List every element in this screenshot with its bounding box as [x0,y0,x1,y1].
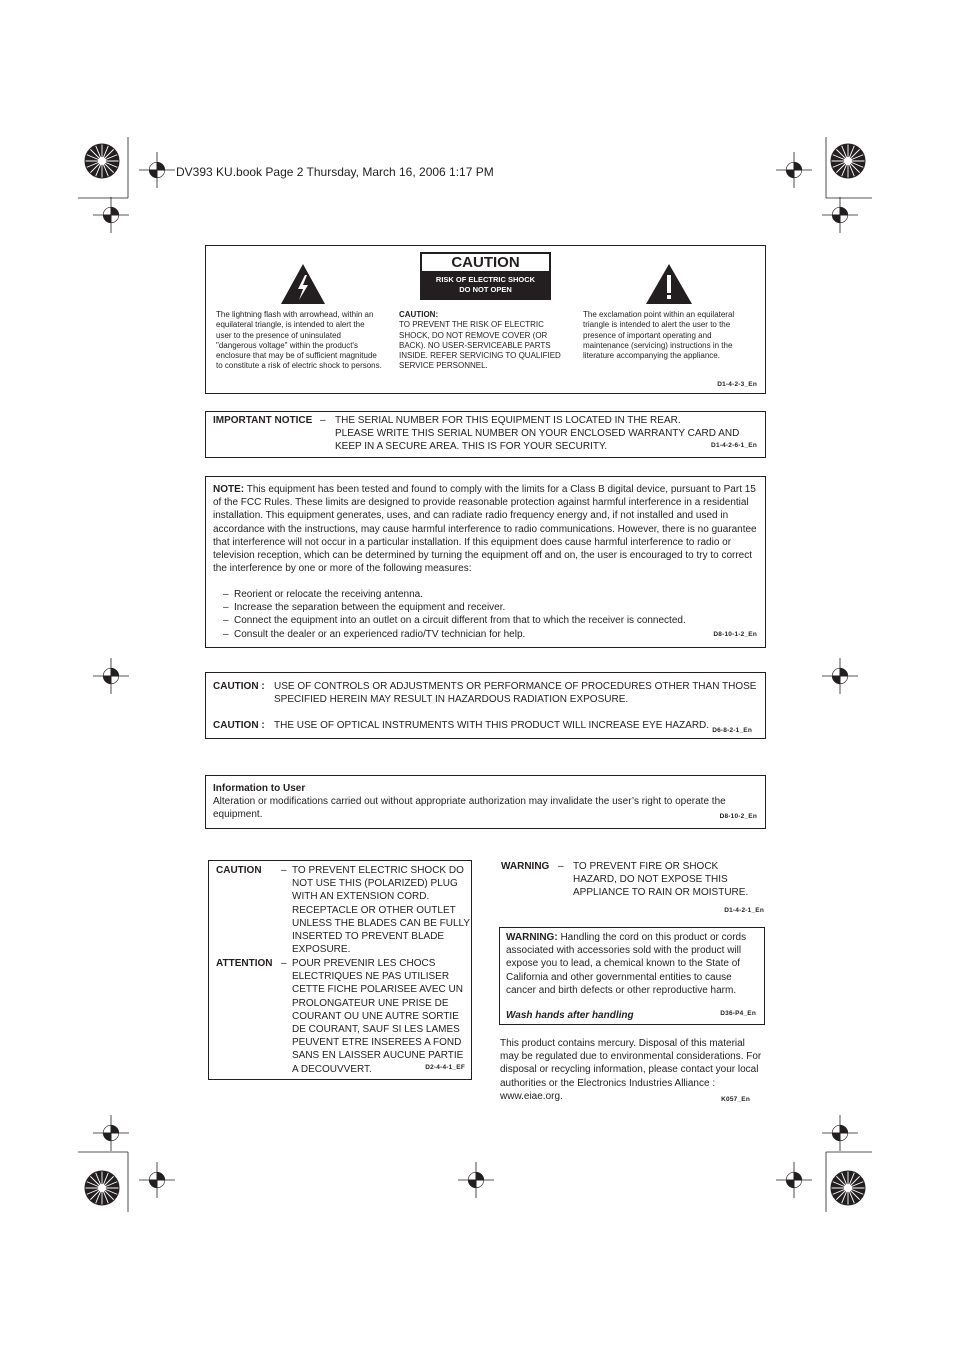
plug-caution-box [208,860,472,1080]
important-notice-label: IMPORTANT NOTICE [213,415,313,426]
laser-caution-box [205,672,766,739]
prop65-paragraph [506,931,762,997]
code-important-notice: D1-4-2-6-1_En [711,441,757,449]
list-item: – Consult the dealer or an experienced radio/TV technician for help. [223,628,743,641]
code-info-user: D8-10-2_En [719,812,757,820]
caution-center-text: TO PREVENT THE RISK OF ELECTRIC SHOCK, DO NOT REMOVE COVER (OR BACK). NO USER-SERVICEABLE PARTS INSIDE. REFER SERVICING TO QUALIFIED SERVICE PERSONNEL. [399,320,561,371]
exclamation-warning-icon [644,262,694,306]
laser-caution-label-2: CAUTION : [213,720,265,731]
caution-badge-line1: RISK OF ELECTRIC SHOCK [435,275,536,284]
laser-caution-text-2: THE USE OF OPTICAL INSTRUMENTS WITH THIS PRODUCT WILL INCREASE EYE HAZARD. [274,720,710,731]
code-fire-warning: D1-4-2-1_En [724,907,764,914]
mercury-text: This product contains mercury. Disposal of this material may be regulated due to environmental considerations. For disposal or recycling information, please contact your local authorities or the Electronics Industries Alliance : www.eiae.org. [500,1038,762,1102]
important-notice-line1: THE SERIAL NUMBER FOR THIS EQUIPMENT IS LOCATED IN THE REAR. [335,415,681,426]
code-mercury: K057_En [721,1096,750,1103]
fire-warning-text: TO PREVENT FIRE OR SHOCK HAZARD, DO NOT EXPOSE THIS APPLIANCE TO RAIN OR MOISTURE. [573,861,749,899]
laser-caution-label-1: CAUTION : [213,681,265,692]
code-laser-caution: D6-8-2-1_En [712,727,752,734]
laser-caution-text-1 [274,680,756,706]
code-prop65: D36-P4_En [720,1009,756,1017]
exclamation-explanation: The exclamation point within an equilateral triangle is intended to alert the user to the presence of important operating and maintenance (servicing) instructions in the literature accompanying the appliance. [583,310,735,361]
caution-badge [420,252,551,300]
plug-caution-dash: – [281,865,287,876]
lightning-warning-icon [279,262,327,306]
prop65-box [499,927,765,1025]
list-item: – Reorient or relocate the receiving antenna. [223,588,743,601]
prop65-wash: Wash hands after handling [506,1010,634,1021]
code-caution-box: D1-4-2-3_En [717,381,757,388]
important-notice-line3: KEEP IN A SECURE AREA. THIS IS FOR YOUR SECURITY. [335,441,608,453]
fire-warning-label: WARNING [501,861,550,872]
plug-caution-label: CAUTION [216,865,262,876]
caution-badge-line2: DO NOT OPEN [459,285,512,294]
caution-badge-title: CAUTION [422,254,549,271]
important-notice-line2: PLEASE WRITE THIS SERIAL NUMBER ON YOUR ENCLOSED WARRANTY CARD AND [335,428,740,440]
lightning-explanation: The lightning flash with arrowhead, within an equilateral triangle, is intended to alert the user to the presence of uninsulated "dangerous voltage" within the product's enclosure that may be of sufficient magnitude to constitute a risk of electric shock to persons. [216,310,382,371]
prop65-label: WARNING: [506,932,558,943]
fcc-note-box [205,476,766,648]
code-fcc-note: D8-10-1-2_En [713,630,757,638]
prop65-text: Handling the cord on this product or cords associated with accessories sold with the product will expose you to lead, a chemical known to the State of California and other governmental entities to cause cancer and birth defects or other reproductive harm. [506,932,747,996]
important-notice-box [205,411,766,458]
caution-center-label: CAUTION: [399,310,439,319]
list-item: – Increase the separation between the equipment and receiver. [223,601,743,614]
plug-attention-dash: – [281,958,287,969]
list-item: – Connect the equipment into an outlet on a circuit different from that to which the receiver is connected. [223,614,743,627]
fire-warning [500,860,766,912]
fcc-note-text: This equipment has been tested and found to comply with the limits for a Class B digital device, pursuant to Part 15 of the FCC Rules. These limits are designed to provide reasonable protection against harmful interference in a residential installation. This equipment generates, uses, and can radiate radio frequency energy and, if not installed and used in accordance with the instructions, may cause harmful interference to radio communications. However, there is no guarantee that interference will not occur in a particular installation. If this equipment does cause harmful interference to radio or television reception, which can be determined by turning the equipment off and on, the user is encouraged to try to correct the interference by one or more of the following measures: [213,484,757,575]
fcc-note-label: NOTE: [213,484,245,495]
plug-attention-text: POUR PREVENIR LES CHOCS ELECTRIQUES NE PAS UTILISER CETTE FICHE POLARISEE AVEC UN PROLONGATEUR UNE PRISE DE COURANT OU UNE AUTRE SORTIE DE COURANT, SAUF SI LES LAMES PEUVENT ETRE INSEREES A FOND SANS EN LAISSER AUCUNE PARTIE A DECOUVVERT. [292,958,464,1075]
fire-warning-dash: – [558,861,564,872]
caution-center [399,310,569,372]
code-plug-caution: D2-4-4-1_EF [425,1063,465,1071]
important-notice-text [335,414,739,454]
plug-caution-text: TO PREVENT ELECTRIC SHOCK DO NOT USE THIS (POLARIZED) PLUG WITH AN EXTENSION CORD. RECEPTACLE OR OTHER OUTLET UNLESS THE BLADES CAN BE FULLY INSERTED TO PREVENT BLADE EXPOSURE. [292,865,470,956]
important-notice-dash: – [320,415,326,426]
info-user-box [205,775,766,829]
mercury-notice [500,1037,766,1103]
fcc-measures-list [223,588,743,641]
plug-attention-label: ATTENTION [216,958,273,969]
book-header: DV393 KU.book Page 2 Thursday, March 16, 2006 1:17 PM [176,165,494,179]
info-user-text: Alteration or modifications carried out without appropriate authorization may invalidate the user’s right to operate the equipment. [213,796,726,821]
laser-caution-text-1a: USE OF CONTROLS OR ADJUSTMENTS OR PERFORMANCE OF PROCEDURES OTHER THAN THOSE [274,681,757,692]
info-user-title: Information to User [213,783,306,794]
caution-box [205,245,766,394]
laser-caution-text-1b: SPECIFIED HEREIN MAY RESULT IN HAZARDOUS RADIATION EXPOSURE. [274,694,629,706]
fcc-note-paragraph [213,483,758,575]
